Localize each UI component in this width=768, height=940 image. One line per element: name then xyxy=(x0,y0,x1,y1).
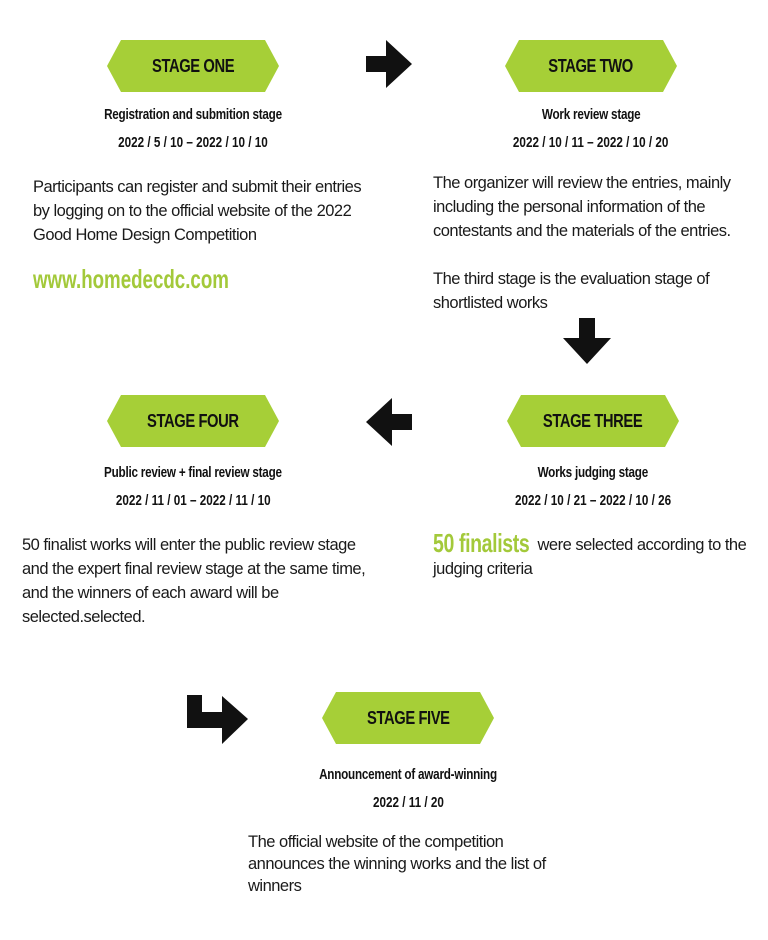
website-link[interactable]: www.homedecdc.com xyxy=(33,264,229,294)
stage-four-description: 50 finalist works will enter the public review stage and the expert final review stage at the same time, and the winners of each award will be selected.selected. xyxy=(22,536,366,626)
stage-five-description: The official website of the competition announces the winning works and the list of winners xyxy=(248,833,546,895)
stage-three-badge xyxy=(507,395,679,447)
stage-five-label: STAGE FIVE xyxy=(366,707,450,728)
stage-two-date: 2022 / 10 / 11 – 2022 / 10 / 20 xyxy=(513,134,669,151)
stage-four-date: 2022 / 11 / 01 – 2022 / 11 / 10 xyxy=(115,492,271,509)
finalists-highlight: 50 finalists xyxy=(433,528,530,558)
stage-five-subtitle: Announcement of award-winning xyxy=(319,766,497,783)
stage-five-date: 2022 / 11 / 20 xyxy=(372,794,444,811)
stage-four-subtitle: Public review + final review stage xyxy=(104,464,282,481)
stage-three-date: 2022 / 10 / 21 – 2022 / 10 / 26 xyxy=(514,492,672,509)
stage-five-badge xyxy=(322,692,494,744)
stage-one-label: STAGE ONE xyxy=(151,55,235,76)
arrow-right-icon xyxy=(364,38,414,90)
stage-three-description xyxy=(433,528,758,581)
stage-two-description: The organizer will review the entries, mainly including the personal information of the contestants and the materials of the entries. xyxy=(433,174,731,240)
stage-four-label: STAGE FOUR xyxy=(147,410,239,431)
stage-two-label: STAGE TWO xyxy=(548,55,634,76)
stage-one-subtitle: Registration and submition stage xyxy=(104,106,282,123)
stage-one-description: Participants can register and submit their entries by logging on to the official website of the 2022 Good Home Design Competition xyxy=(33,178,362,244)
stage-four-badge xyxy=(107,395,279,447)
stage-one-date: 2022 / 5 / 10 – 2022 / 10 / 10 xyxy=(118,134,268,151)
stage-three-subtitle: Works judging stage xyxy=(537,464,649,481)
stage-two-badge xyxy=(505,40,677,92)
arrow-down-icon xyxy=(561,316,613,366)
stage-two-subtitle: Work review stage xyxy=(541,106,641,123)
stage-one-badge xyxy=(107,40,279,92)
arrow-return-icon xyxy=(186,694,250,746)
arrow-left-icon xyxy=(364,396,414,448)
stage-three-label: STAGE THREE xyxy=(543,410,643,431)
stage-three-description-text: were selected according to the judging criteria xyxy=(433,536,747,578)
stage-two-description-2: The third stage is the evaluation stage of shortlisted works xyxy=(433,270,710,312)
